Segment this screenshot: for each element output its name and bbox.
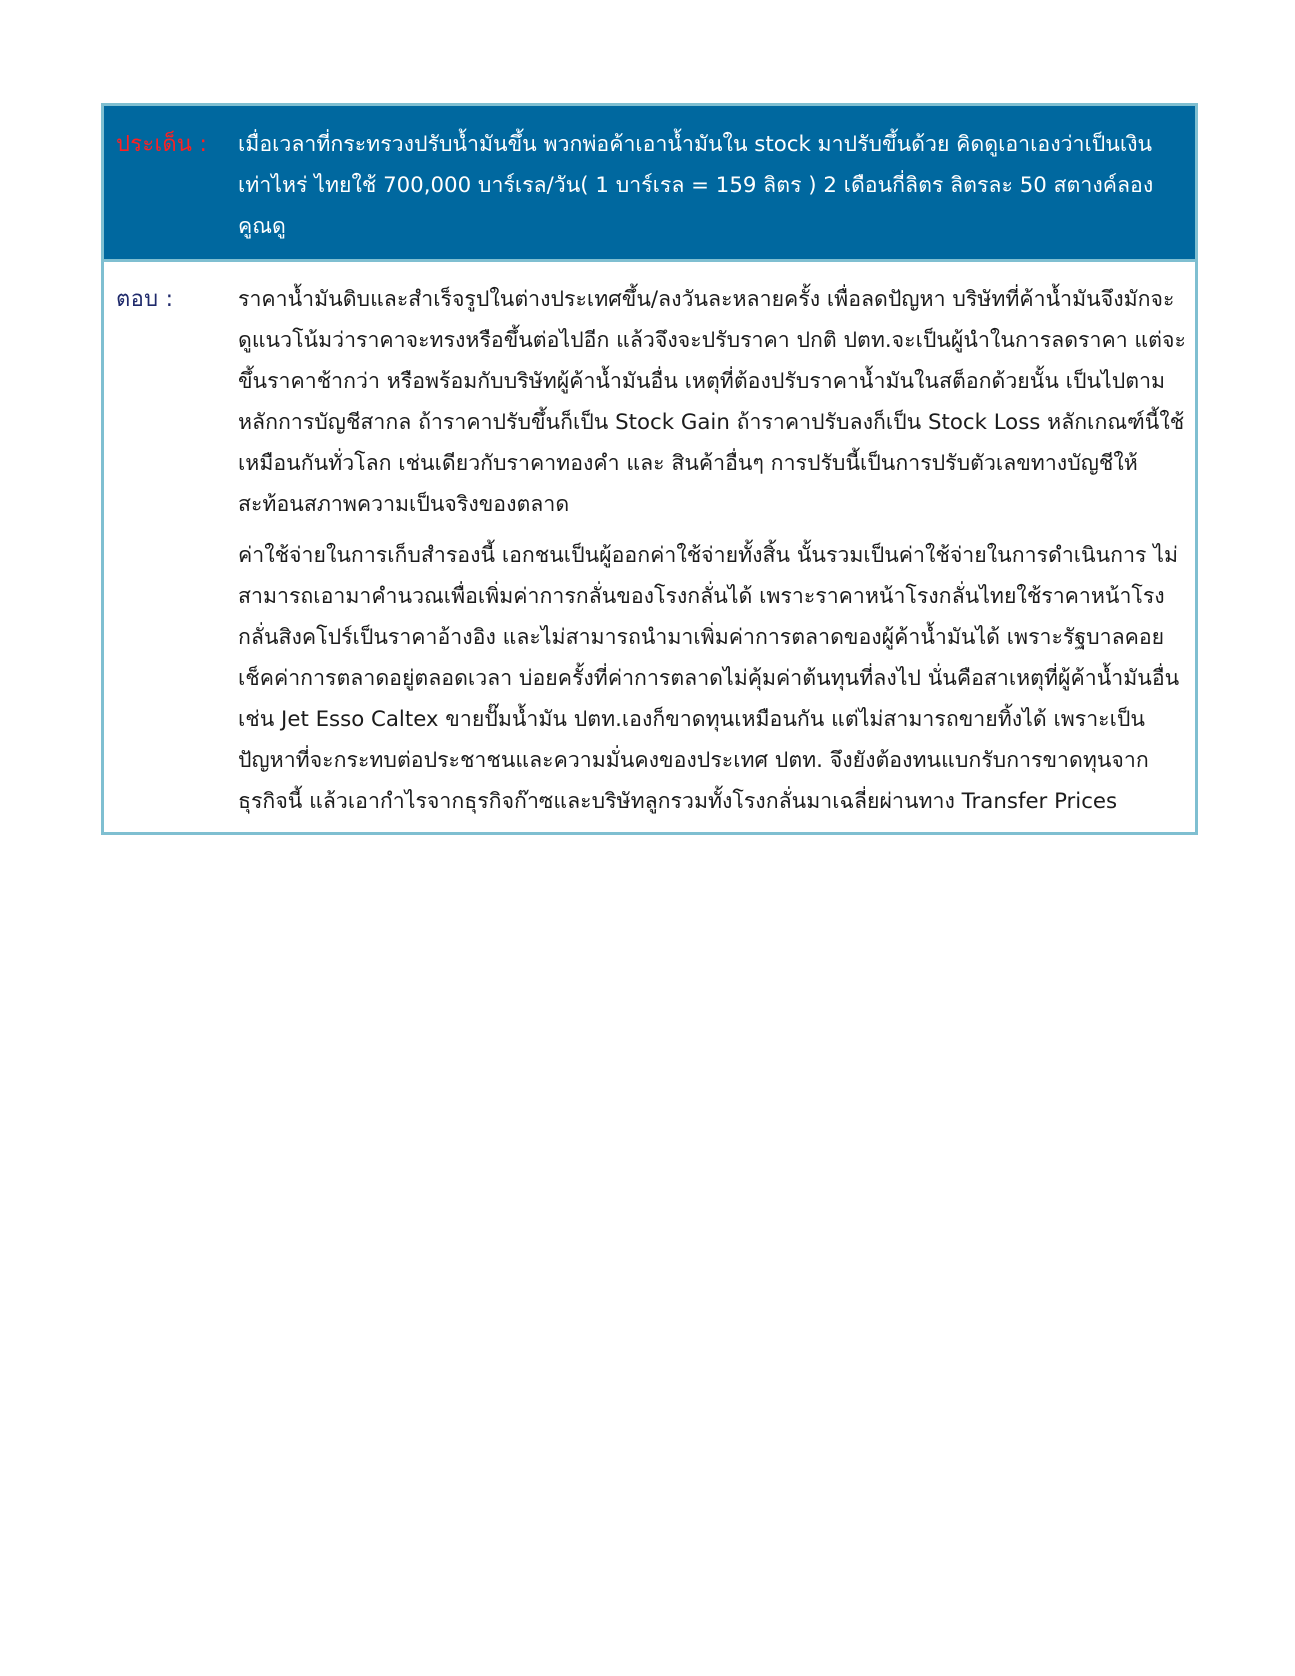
answer-text — [232, 262, 1195, 832]
question-paragraph: เมื่อเวลาที่กระทรวงปรับน้ำมันขึ้น พวกพ่อค้าเอาน้ำมันใน stock มาปรับขึ้นด้วย คิดดูเอาเองว่าเป็นเงินเท่าไหร่ ไทยใช้ 700,000 บาร์เรล/วัน( 1 บาร์เรล = 159 ลิตร ) 2 เดือนกี่ลิตร ลิตรละ 50 สตางค์ลองคูณดู — [238, 132, 1154, 239]
question-row — [104, 106, 1195, 262]
answer-label: ตอบ : — [116, 287, 174, 312]
qa-table — [101, 103, 1198, 835]
question-label: ประเด็น : — [116, 132, 208, 157]
question-text — [232, 106, 1195, 259]
answer-paragraph-1: ราคาน้ำมันดิบและสำเร็จรูปในต่างประเทศขึ้น/ลงวันละหลายครั้ง เพื่อลดปัญหา บริษัทที่ค้าน้ำมันจึงมักจะดูแนวโน้มว่าราคาจะทรงหรือขึ้นต่อไปอีก แล้วจึงจะปรับราคา ปกติ ปตท.จะเป็นผู้นำในการลดราคา แต่จะขึ้นราคาช้ากว่า หรือพร้อมกับบริษัทผู้ค้าน้ำมันอื่น เหตุที่ต้องปรับราคาน้ำมันในสต็อกด้วยนั้น เป็นไปตามหลักการบัญชีสากล ถ้าราคาปรับขึ้นก็เป็น Stock Gain ถ้าราคาปรับลงก็เป็น Stock Loss หลักเกณฑ์นี้ใช้เหมือนกันทั่วโลก เช่นเดียวกับราคาทองคำ และ สินค้าอื่นๆ การปรับนี้เป็นการปรับตัวเลขทางบัญชีให้สะท้อนสภาพความเป็นจริงของตลาด — [238, 287, 1186, 517]
answer-paragraph-2: ค่าใช้จ่ายในการเก็บสำรองนี้ เอกชนเป็นผู้ออกค่าใช้จ่ายทั้งสิ้น นั้นรวมเป็นค่าใช้จ่ายในการดำเนินการ ไม่สามารถเอามาคำนวณเพื่อเพิ่มค่าการกลั่นของโรงกลั่นได้ เพราะราคาหน้าโรงกลั่นไทยใช้ราคาหน้าโรงกลั่นสิงคโปร์เป็นราคาอ้างอิง และไม่สามารถนำมาเพิ่มค่าการตลาดของผู้ค้าน้ำมันได้ เพราะรัฐบาลคอยเช็คค่าการตลาดอยู่ตลอดเวลา บ่อยครั้งที่ค่าการตลาดไม่คุ้มค่าต้นทุนที่ลงไป นั่นคือสาเหตุที่ผู้ค้าน้ำมันอื่น เช่น Jet Esso Caltex ขายปั๊มน้ำมัน ปตท.เองก็ขาดทุนเหมือนกัน แต่ไม่สามารถขายทิ้งได้ เพราะเป็นปัญหาที่จะกระทบต่อประชาชนและความมั่นคงของประเทศ ปตท. จึงยังต้องทนแบกรับการขาดทุนจากธุรกิจนี้ แล้วเอากำไรจากธุรกิจก๊าซและบริษัทลูกรวมทั้งโรงกลั่นมาเฉลี่ยผ่านทาง Transfer Prices — [238, 543, 1180, 814]
answer-row — [104, 262, 1195, 832]
